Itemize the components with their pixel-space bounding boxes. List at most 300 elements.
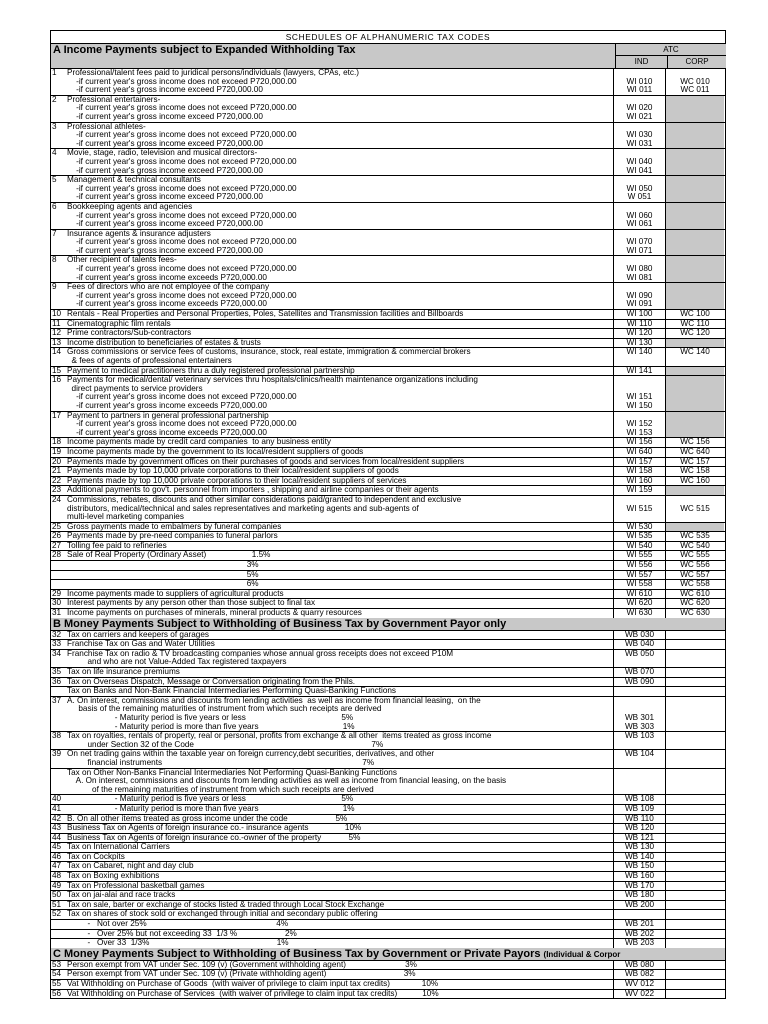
row-number: 56 (52, 988, 62, 998)
row-number: 42 (52, 813, 62, 823)
corp-code-cell (665, 467, 724, 476)
ind-code-cell (613, 438, 665, 447)
ind-code (614, 759, 665, 768)
row-description (67, 149, 613, 175)
row-number: 46 (52, 851, 62, 861)
row-description (67, 609, 613, 618)
ind-code-cell (613, 96, 665, 122)
corp-code: WC 110 (680, 318, 710, 328)
row-number (51, 920, 67, 929)
corp-code (666, 123, 724, 132)
ind-code-cell (613, 523, 665, 532)
description-line: Cinematographic film rentals (67, 319, 171, 328)
ind-code-cell (613, 458, 665, 467)
section-a-header (51, 44, 725, 69)
description-line: Business Tax on Agents of foreign insurance co.- insurance agents 10% (67, 824, 362, 833)
table-row (51, 872, 725, 882)
corp-code: WC 610 (680, 588, 710, 598)
section-c-rows (51, 961, 725, 998)
description-line: Payment to medical practitioners thru a duly registered professional partnership (67, 366, 355, 375)
ind-code-cell (613, 970, 665, 979)
row-number: 33 (52, 639, 62, 649)
row-number: 38 (52, 731, 62, 741)
corp-code (666, 203, 724, 212)
ind-code (614, 513, 665, 522)
description-line: -if current year's gross income exceed P720,000.00 (67, 138, 263, 148)
ind-code: WI 156 (626, 437, 653, 447)
ind-code (614, 777, 665, 786)
ind-code: WI 159 (626, 485, 653, 495)
table-row (51, 561, 725, 571)
corp-code (666, 140, 724, 149)
corp-code-cell (665, 640, 724, 649)
row-description (67, 750, 613, 767)
description-line: -if current year's gross income does not exceed P720,000.00 (67, 210, 297, 220)
ind-code: WB 301 (624, 712, 655, 722)
ind-code-cell (613, 920, 665, 929)
corp-code: WC 156 (680, 437, 710, 447)
table-row (51, 599, 725, 609)
corp-code-cell (665, 732, 724, 749)
ind-code: WI 152 (626, 419, 653, 429)
table-row (51, 367, 725, 377)
ind-code: WI 080 (626, 264, 653, 274)
row-description (67, 882, 613, 891)
ind-code-cell (613, 910, 665, 919)
ind-code-cell (613, 668, 665, 677)
corp-code (666, 429, 724, 438)
table-row (51, 580, 725, 590)
row-description (67, 732, 613, 749)
ind-code-cell (613, 901, 665, 910)
row-number: 6 (52, 201, 57, 211)
row-description (67, 862, 613, 871)
corp-code (666, 385, 724, 394)
ind-code-cell (613, 542, 665, 551)
ind-code: WI 020 (626, 103, 653, 113)
row-description (67, 872, 613, 881)
description-line: Tax on Cabaret, night and day club (67, 862, 194, 871)
ind-code: WI 041 (626, 165, 653, 175)
ind-code: WI 151 (626, 392, 653, 402)
table-row (51, 486, 725, 496)
table-row (51, 687, 725, 697)
row-number (51, 561, 67, 570)
ind-code: WB 202 (624, 928, 655, 938)
row-description (67, 824, 613, 833)
table-row (51, 376, 725, 411)
corp-code (666, 393, 724, 402)
tax-code-schedule (50, 30, 726, 999)
ind-code-cell (613, 376, 665, 410)
description-line: -if current year's gross income exceeds P720,000.00 (67, 427, 267, 437)
table-row (51, 930, 725, 940)
row-description (67, 320, 613, 329)
corp-code: WC 558 (680, 579, 710, 589)
row-description (67, 650, 613, 667)
table-row (51, 571, 725, 581)
ind-code-cell (613, 339, 665, 348)
section-c-label: C Money Payments Subject to Withholding of Business Tax by Government or Private Payors (53, 947, 541, 960)
row-number: 15 (52, 365, 62, 375)
corp-code: WC 010 (680, 76, 710, 86)
row-number: 9 (52, 282, 57, 292)
corp-code (666, 247, 724, 256)
table-row (51, 551, 725, 561)
table-row (51, 769, 725, 796)
corp-code-cell (665, 990, 724, 999)
row-description (67, 980, 613, 989)
ind-code: WI 141 (626, 365, 653, 375)
row-description (67, 687, 613, 696)
row-description (67, 843, 613, 852)
corp-code (666, 412, 724, 421)
corp-code (666, 212, 724, 221)
corp-code-cell (665, 551, 724, 560)
ind-code-cell (613, 650, 665, 667)
description-line: B. On all other items treated as gross income under the code 5% (67, 814, 348, 823)
table-row (51, 496, 725, 523)
description-line: Income payments made to suppliers of agricultural products (67, 589, 284, 598)
description-line: Franchise Tax on Gas and Water Utilities (67, 640, 215, 649)
corp-code (666, 104, 724, 113)
row-number: 51 (52, 899, 62, 909)
description-line: -if current year's gross income does not exceed P720,000.00 (67, 419, 297, 429)
table-row (51, 69, 725, 96)
ind-code-cell (613, 687, 665, 696)
corp-code: WC 630 (680, 608, 710, 618)
ind-code (614, 741, 665, 750)
table-row (51, 990, 725, 999)
description-line: Bookkeeping agents and agencies (67, 202, 193, 211)
corp-code-cell (665, 668, 724, 677)
ind-code: WI 620 (626, 598, 653, 608)
ind-code: WI 120 (626, 328, 653, 338)
row-description (67, 329, 613, 338)
ind-code: WI 061 (626, 219, 653, 229)
ind-code: WI 110 (626, 318, 653, 328)
ind-code: WI 100 (626, 309, 653, 319)
description-line: Person exempt from VAT under Sec. 109 (v) (Private withholding agent) 3% (67, 970, 416, 979)
row-number: 8 (52, 255, 57, 265)
row-number: 1 (52, 68, 57, 77)
description-line: Additional payments to gov't. personnel from importers , shipping and airline companies or their agents (67, 486, 439, 495)
ind-code-cell (613, 69, 665, 95)
ind-code: WB 120 (624, 823, 655, 833)
ind-code-cell (613, 310, 665, 319)
schedule-title: SCHEDULES OF ALPHANUMERIC TAX CODES (285, 31, 491, 42)
corp-code-cell (665, 320, 724, 329)
row-description (67, 920, 613, 929)
description-line: - Over 25% but not exceeding 33 1/3 % 2% (67, 929, 297, 938)
ind-code: WB 109 (624, 803, 655, 813)
description-line: Commissions, rebates, discounts and other similar considerations paid/granted to independent and exclusive (67, 495, 462, 504)
ind-code-cell (613, 320, 665, 329)
row-description (67, 901, 613, 910)
table-row (51, 824, 725, 834)
ind-code: W 051 (627, 192, 652, 202)
row-number: 44 (52, 832, 62, 842)
row-description (67, 438, 613, 447)
description-line: & fees of agents of professional entertainers (67, 356, 232, 365)
ind-code-cell (613, 580, 665, 589)
corp-code: WC 555 (680, 550, 710, 560)
row-description (67, 561, 613, 570)
description-line: -if current year's gross income does not exceed P720,000.00 (67, 130, 297, 140)
corp-code-cell (665, 980, 724, 989)
description-line: of the remaining maturities of instrument from which such receipts are derived (67, 784, 374, 794)
row-description (67, 631, 613, 640)
corp-code-cell (665, 310, 724, 319)
section-b-title: B Money Payments Subject to Withholding of Business Tax by Government Payor only (51, 618, 725, 630)
description-line: Gross payments made to embalmers by funeral companies (67, 522, 282, 531)
corp-code-cell (665, 561, 724, 570)
ind-code-cell (613, 367, 665, 376)
row-number: 31 (52, 608, 62, 618)
table-row (51, 650, 725, 668)
row-description (67, 910, 613, 919)
row-number (51, 939, 67, 948)
ind-code: WI 011 (626, 85, 653, 95)
ind-code: WB 040 (624, 639, 655, 649)
description-line: Tax on royalties, rentals of property, real or personal, profits from exchange & all other items treated as gross income (67, 732, 492, 741)
row-number: 37 (52, 695, 62, 705)
row-description (67, 477, 613, 486)
ind-code-cell (613, 882, 665, 891)
corp-code-cell (665, 542, 724, 551)
description-line: Payments made by pre-need companies to funeral parlors (67, 532, 278, 541)
corp-code-cell (665, 283, 724, 309)
description-line: Payments made by top 10,000 private corporations to their local/resident suppliers of services (67, 476, 407, 485)
description-line: Tax on shares of stock sold or exchanged through initial and secondary public offering (67, 910, 378, 919)
table-row (51, 256, 725, 283)
description-line: -if current year's gross income exceed P720,000.00 (67, 245, 263, 255)
row-description (67, 467, 613, 476)
ind-code (614, 357, 665, 366)
row-number: 4 (52, 148, 57, 158)
row-number: 43 (52, 823, 62, 833)
ind-code-cell (613, 486, 665, 495)
corp-code (666, 513, 724, 522)
corp-code-cell (665, 571, 724, 580)
table-row (51, 542, 725, 552)
section-a-title: A Income Payments subject to Expanded Withholding Tax (51, 44, 615, 68)
row-number: 54 (52, 969, 62, 979)
section-c-header (51, 948, 725, 961)
row-number: 16 (52, 375, 62, 385)
description-line: Tax on Boxing exhibitions (67, 872, 160, 881)
section-b-header (51, 618, 725, 631)
ind-code: WI 021 (626, 111, 653, 121)
row-number: 29 (52, 588, 62, 598)
row-description (67, 96, 613, 122)
table-row (51, 310, 725, 320)
ind-code: WI 535 (626, 531, 653, 541)
section-a-rows (51, 69, 725, 618)
ind-code: WB 201 (624, 919, 655, 929)
description-line: under Section 32 of the Code 7% (67, 739, 384, 749)
corp-code-cell (665, 631, 724, 640)
description-line: Tolling fee paid to refineries (67, 541, 167, 550)
corp-code (666, 158, 724, 167)
table-row (51, 348, 725, 366)
table-row (51, 678, 725, 688)
corp-code-cell (665, 590, 724, 599)
ind-code: WI 540 (626, 540, 653, 550)
corp-code-cell (665, 599, 724, 608)
ind-code: WB 050 (624, 648, 655, 658)
ind-code (614, 786, 665, 795)
ind-code-cell (613, 961, 665, 970)
description-line: Prime contractors/Sub-contractors (67, 329, 192, 338)
corp-code-cell (665, 580, 724, 589)
ind-code: WB 080 (624, 959, 655, 969)
ind-code: WI 630 (626, 608, 653, 618)
description-line: Vat Withholding on Purchase of Services (with waiver of privilege to claim input tax credits) 10% (67, 989, 439, 998)
row-description (67, 697, 613, 731)
corp-code (666, 176, 724, 185)
row-number: 35 (52, 667, 62, 676)
row-description (67, 678, 613, 687)
corp-code-cell (665, 609, 724, 618)
table-row (51, 795, 725, 805)
description-line: Person exempt from VAT under Sec. 109 (v) (Government withholding agent) 3% (67, 960, 417, 969)
corp-code-cell (665, 496, 724, 522)
description-line: On net trading gains within the taxable year on foreign currency,debt securities, derivatives, and other (67, 750, 435, 759)
ind-code: WI 530 (626, 521, 653, 531)
ind-code (614, 910, 665, 919)
table-row (51, 980, 725, 990)
corp-code-cell (665, 149, 724, 175)
table-row (51, 123, 725, 150)
ind-code-cell (613, 990, 665, 999)
corp-code-cell (665, 123, 724, 149)
corp-code (666, 283, 724, 292)
ind-code-cell (613, 640, 665, 649)
row-number: 49 (52, 880, 62, 890)
description-line: Tax on Other Non-Banks Financial Intermediaries Not Performing Quasi-Banking Functions (67, 768, 397, 777)
corp-code (666, 256, 724, 265)
table-row (51, 939, 725, 948)
row-number: 48 (52, 871, 62, 881)
row-description (67, 891, 613, 900)
row-number: 7 (52, 228, 57, 238)
atc-label: ATC (616, 44, 726, 55)
corp-code-cell (665, 438, 724, 447)
ind-code-cell (613, 590, 665, 599)
row-description (67, 795, 613, 804)
description-line: Tax on Overseas Dispatch, Message or Conversation originating from the Phils. (67, 677, 356, 686)
row-number: 17 (52, 410, 62, 420)
row-description (67, 256, 613, 282)
description-line: - Maturity period is more than five years 1% (67, 804, 355, 813)
description-line: direct payments to service providers (67, 383, 203, 393)
table-row (51, 96, 725, 123)
corp-code (666, 149, 724, 158)
ind-code-cell (613, 930, 665, 939)
table-row (51, 448, 725, 458)
corp-code (666, 96, 724, 105)
ind-code-cell (613, 750, 665, 767)
col-corp-label: CORP (667, 56, 726, 68)
ind-code: WI 153 (626, 427, 653, 437)
corp-code (666, 167, 724, 176)
section-c-note: (Individual & Corpor (543, 949, 621, 959)
ind-code-cell (613, 599, 665, 608)
ind-code: WI 557 (626, 569, 653, 579)
ind-code: WB 160 (624, 871, 655, 881)
corp-code-cell (665, 961, 724, 970)
row-description (67, 523, 613, 532)
description-line: distributors, medical/technical and sales representatives and marketing agents and sub-agents of (67, 503, 419, 513)
col-ind-label: IND (616, 56, 667, 68)
row-number: 19 (52, 446, 62, 456)
table-row (51, 438, 725, 448)
row-number: 45 (52, 842, 62, 852)
row-number: 40 (52, 794, 62, 804)
corp-code-cell (665, 824, 724, 833)
table-row (51, 523, 725, 533)
corp-code (666, 376, 724, 385)
description-line: -if current year's gross income exceed P720,000.00 (67, 85, 263, 95)
ind-code: WB 203 (624, 938, 655, 948)
ind-code: WB 103 (624, 731, 655, 741)
row-description (67, 176, 613, 202)
row-description (67, 69, 613, 95)
description-line: Professional/talent fees paid to juridical persons/individuals (lawyers, CPAs, etc.) (67, 69, 360, 77)
ind-code: WI 040 (626, 156, 653, 166)
table-row (51, 834, 725, 844)
ind-code: WI 031 (626, 138, 653, 148)
corp-code (666, 486, 724, 495)
description-line: -if current year's gross income exceeds P720,000.00 (67, 400, 267, 410)
ind-code-cell (613, 467, 665, 476)
row-number: 24 (52, 494, 62, 504)
row-number: 55 (52, 979, 62, 988)
ind-code: WB 130 (624, 842, 655, 852)
ind-code-cell (613, 805, 665, 814)
corp-code: WC 557 (680, 569, 710, 579)
row-description (67, 961, 613, 970)
corp-code (666, 300, 724, 309)
ind-code-cell (613, 824, 665, 833)
corp-code-cell (665, 477, 724, 486)
section-b-rows (51, 631, 725, 948)
row-description (67, 412, 613, 438)
row-description (67, 599, 613, 608)
ind-code: WI 610 (626, 588, 653, 598)
table-row (51, 467, 725, 477)
row-number: 14 (52, 347, 62, 357)
corp-code-cell (665, 939, 724, 948)
corp-code (666, 265, 724, 274)
row-number: 21 (52, 466, 62, 476)
ind-code-cell (613, 631, 665, 640)
table-row (51, 149, 725, 176)
corp-code: WC 100 (680, 309, 710, 319)
row-number (51, 580, 67, 589)
row-number: 18 (52, 437, 62, 447)
corp-code (666, 402, 724, 411)
corp-code (666, 292, 724, 301)
ind-code: WI 160 (626, 475, 653, 485)
ind-code: WI 091 (626, 299, 653, 309)
row-number (51, 687, 67, 696)
description-line: Professional entertainers- (67, 95, 161, 104)
row-description (67, 571, 613, 580)
corp-code: WC 158 (680, 466, 710, 476)
row-number: 52 (52, 909, 62, 919)
